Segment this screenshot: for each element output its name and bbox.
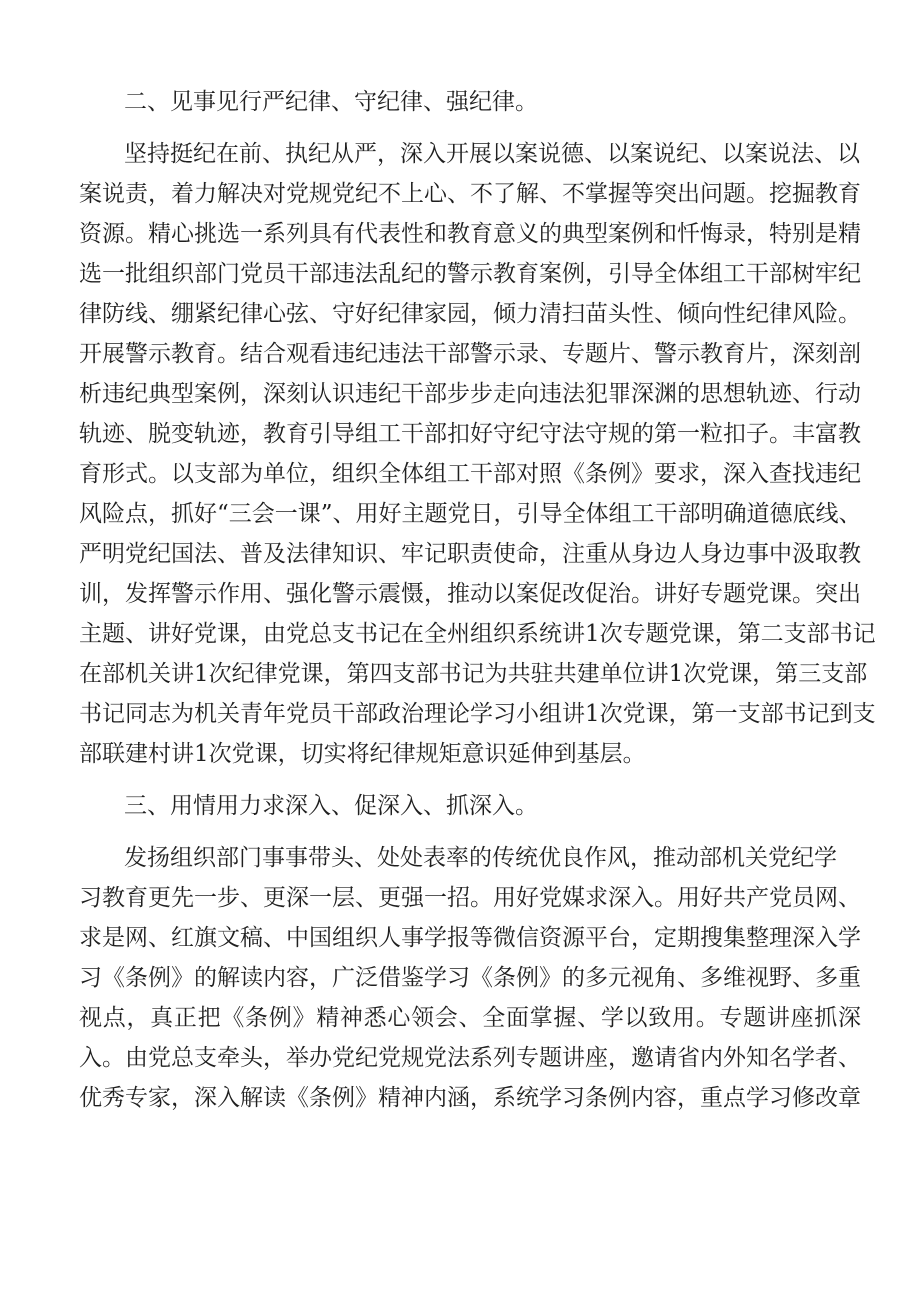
section-2-line-5: 律 防 线 、 绷 紧 纪 律 心 弦 、 守 好 纪 律 家 园 ， 倾 力 清 扫 苗 头 性 、 倾 向 性 纪 律 风 险 。: [79, 301, 861, 327]
section-2-line-4: 选 一 批 组 织 部 门 党 员 干 部 违 法 乱 纪 的 警 示 教 育 案 例 ， 引 导 全 体 组 工 干 部 树 牢 纪: [79, 261, 861, 287]
section-2-line-1: 坚持挺纪在前、执纪从严，深入开展以案说德、以案说纪、以案说法、以: [124, 141, 860, 167]
section-3-line-4: 习 《 条 例 》 的 解 读 内 容 ， 广 泛 借 鉴 学 习 《 条 例 》 的 多 元 视 角 、 多 维 视 野 、 多 重: [79, 965, 861, 991]
section-3-line-2: 习 教 育 更 先 一 步 、 更 深 一 层 、 更 强 一 招 。 用 好 党 媒 求 深 入 。 用 好 共 产 党 员 网 、: [79, 885, 861, 911]
section-2-line-8: 轨 迹 、 脱 变 轨 迹 ， 教 育 引 导 组 工 干 部 扣 好 守 纪 守 法 守 规 的 第 一 粒 扣 子 。 丰 富 教: [79, 421, 861, 447]
section-2-line-9: 育 形 式 。 以 支 部 为 单 位 ， 组 织 全 体 组 工 干 部 对 照 《 条 例 》 要 求 ， 深 入 查 找 违 纪: [79, 461, 861, 487]
section-2-line-10: 风 险 点 ， 抓 好 “ 三 会 一 课 ” 、 用 好 主 题 党 日 ， 引 导 全 体 组 工 干 部 明 确 道 德 底 线 、: [79, 501, 862, 527]
section-3-line-7: 优 秀 专 家 ， 深 入 解 读 《 条 例 》 精 神 内 涵 ， 系 统 学 习 条 例 内 容 ， 重 点 学 习 修 改 章: [79, 1085, 861, 1111]
section-2-line-12: 训 ， 发 挥 警 示 作 用 、 强 化 警 示 震 慑 ， 推 动 以 案 促 改 促 治 。 讲 好 专 题 党 课 。 突 出: [79, 581, 861, 607]
section-2-line-3: 资 源 。 精 心 挑 选 一 系 列 具 有 代 表 性 和 教 育 意 义 的 典 型 案 例 和 忏 悔 录 ， 特 别 是 精: [79, 221, 861, 247]
section-2-line-11: 严 明 党 纪 国 法 、 普 及 法 律 知 识 、 牢 记 职 责 使 命 ， 注 重 从 身 边 人 身 边 事 中 汲 取 教: [79, 541, 861, 567]
section-2-line-6: 开 展 警 示 教 育 。 结 合 观 看 违 纪 违 法 干 部 警 示 录 、 专 题 片 、 警 示 教 育 片 ， 深 刻 剖: [79, 341, 861, 367]
section-2-line-15: 书 记 同 志 为 机 关 青 年 党 员 干 部 政 治 理 论 学 习 小 组 讲 1 次 党 课 ， 第 一 支 部 书 记 到 支: [79, 701, 876, 727]
section-2-line-14: 在 部 机 关 讲 1 次 纪 律 党 课 ， 第 四 支 部 书 记 为 共 驻 共 建 单 位 讲 1 次 党 课 ， 第 三 支 部: [79, 661, 868, 687]
section-2-line-16: 部联建村讲1次党课，切实将纪律规矩意识延伸到基层。: [79, 741, 646, 767]
section-3-heading: 三、用情用力求深入、促深入、抓深入。: [124, 793, 538, 819]
section-3-line-3: 求 是 网 、 红 旗 文 稿 、 中 国 组 织 人 事 学 报 等 微 信 资 源 平 台 ， 定 期 搜 集 整 理 深 入 学: [79, 925, 861, 951]
section-2-line-2: 案 说 责 ， 着 力 解 决 对 党 规 党 纪 不 上 心 、 不 了 解 、 不 掌 握 等 突 出 问 题 。 挖 掘 教 育: [79, 181, 861, 207]
section-3-line-1: 发扬组织部门事事带头、处处表率的传统优良作风，推动部机关党纪学: [124, 845, 837, 871]
section-3-line-5: 视 点 ， 真 正 把 《 条 例 》 精 神 悉 心 领 会 、 全 面 掌 握 、 学 以 致 用 。 专 题 讲 座 抓 深: [79, 1005, 861, 1031]
section-2-line-7: 析 违 纪 典 型 案 例 ， 深 刻 认 识 违 纪 干 部 步 步 走 向 违 法 犯 罪 深 渊 的 思 想 轨 迹 、 行 动: [79, 381, 861, 407]
section-2-line-13: 主 题 、 讲 好 党 课 ， 由 党 总 支 书 记 在 全 州 组 织 系 统 讲 1 次 专 题 党 课 ， 第 二 支 部 书 记: [79, 621, 876, 647]
section-2-heading: 二、见事见行严纪律、守纪律、强纪律。: [124, 89, 538, 115]
section-3-line-6: 入 。 由 党 总 支 牵 头 ， 举 办 党 纪 党 规 党 法 系 列 专 题 讲 座 ， 邀 请 省 内 外 知 名 学 者 、: [79, 1045, 861, 1071]
